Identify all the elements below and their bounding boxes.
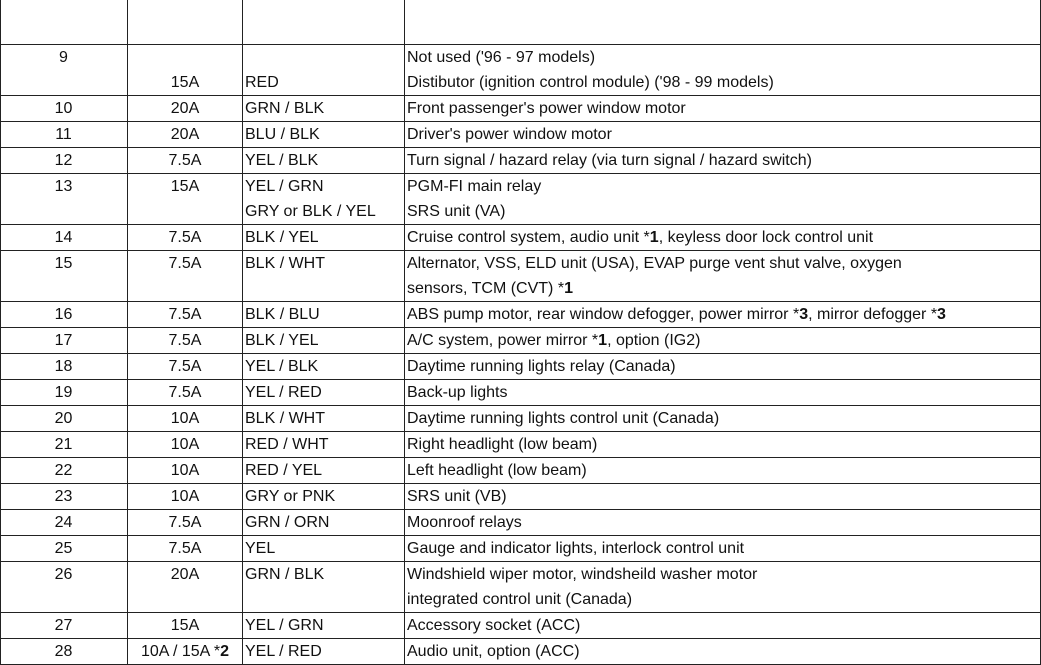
wire-color-cell [243,510,405,536]
amperage: 20A [170,126,200,143]
component: SRS unit (VB) [407,488,507,505]
fuse-number-cell [1,0,128,45]
component: Distibutor (ignition control module) ('98 - 99 models) [407,74,774,91]
wire-color: RED / YEL [245,462,323,479]
table-row [1,96,1041,122]
fuse-number-cell [1,328,128,354]
wire-color-cell [243,639,405,665]
component-cell [405,432,1041,458]
component: ABS pump motor, rear window defogger, power mirror *3, mirror defogger *3 [407,306,946,323]
amperage-cell [128,536,243,562]
amperage [131,587,239,612]
amperage [131,45,239,70]
table-row [1,432,1041,458]
table-row [1,174,1041,225]
fuse-number: 18 [54,358,73,375]
wire-color-cell [243,432,405,458]
amperage-cell [128,302,243,328]
wire-color-cell [243,225,405,251]
fuse-number-cell [1,225,128,251]
wire-color-cell [243,328,405,354]
fuse-number-cell [1,639,128,665]
wire-color: GRY or PNK [245,488,336,505]
fuse-number: 9 [59,49,68,66]
wire-color-cell [243,0,405,45]
wire-color [245,19,401,44]
fuse-number-cell [1,251,128,302]
amperage-cell [128,406,243,432]
amperage: 15A [170,178,200,195]
wire-color-cell [243,406,405,432]
wire-color: YEL / RED [245,643,322,660]
component: Audio unit, option (ACC) [407,643,580,660]
fuse-number: 28 [54,643,73,660]
table-row [1,0,1041,45]
fuse-number: 11 [55,126,72,143]
amperage-cell [128,639,243,665]
wire-color-cell [243,122,405,148]
amperage-cell [128,45,243,96]
table-row [1,354,1041,380]
wire-color-cell [243,96,405,122]
fuse-number: 20 [54,410,73,427]
amperage-cell [128,458,243,484]
amperage: 7.5A [168,384,202,401]
amperage: 20A [170,566,200,583]
component-cell [405,458,1041,484]
wire-color: YEL / GRN [245,617,324,634]
amperage: 10A [170,410,200,427]
component: Accessory socket (ACC) [407,617,581,634]
amperage [131,276,239,301]
wire-color: BLK / WHT [245,410,326,427]
amperage: 15A [170,74,200,91]
component: Moonroof relays [407,514,522,531]
table-row [1,458,1041,484]
wire-color: YEL [245,540,276,557]
fuse-number-cell [1,302,128,328]
wire-color-cell [243,251,405,302]
table-row [1,484,1041,510]
wire-color: YEL / RED [245,384,322,401]
fuse-number: 27 [54,617,73,634]
component: Daytime running lights control unit (Canada) [407,410,720,427]
amperage: 7.5A [168,306,202,323]
table-row [1,122,1041,148]
fuse-number-cell [1,562,128,613]
fuse-number: 13 [54,178,73,195]
fuse-number-cell [1,174,128,225]
fuse-number: 16 [54,306,73,323]
table-row [1,148,1041,174]
wire-color: BLK / YEL [245,332,319,349]
component: Right headlight (low beam) [407,436,598,453]
component-cell [405,380,1041,406]
component-cell [405,406,1041,432]
table-row [1,510,1041,536]
component: Not used ('96 - 97 models) [407,49,596,66]
amperage-cell [128,328,243,354]
amperage [131,199,239,224]
wire-color: BLU / BLK [245,126,320,143]
component [407,19,1037,44]
wire-color: RED / WHT [245,436,329,453]
fuse-number: 26 [54,566,73,583]
component-cell [405,484,1041,510]
table-row [1,225,1041,251]
component: integrated control unit (Canada) [407,591,633,608]
fuse-number-cell [1,536,128,562]
component-cell [405,225,1041,251]
amperage: 10A [170,488,200,505]
wire-color-cell [243,536,405,562]
fuse-number: 23 [54,488,73,505]
amperage-cell [128,432,243,458]
amperage: 7.5A [168,540,202,557]
fuse-number [4,0,123,19]
component: Alternator, VSS, ELD unit (USA), EVAP purge vent shut valve, oxygen [407,255,902,272]
amperage: 20A [170,100,200,117]
amperage-cell [128,251,243,302]
wire-color-cell [243,354,405,380]
wire-color-cell [243,458,405,484]
component-cell [405,96,1041,122]
wire-color: GRY or BLK / YEL [245,203,376,220]
wire-color: BLK / BLU [245,306,320,323]
amperage-cell [128,0,243,45]
wire-color: YEL / BLK [245,358,319,375]
wire-color [245,587,401,612]
component-cell [405,122,1041,148]
fuse-table-body [1,0,1041,665]
wire-color: YEL / BLK [245,152,319,169]
component [407,0,1037,19]
amperage: 7.5A [168,152,202,169]
fuse-number: 14 [54,229,73,246]
amperage-cell [128,380,243,406]
component-cell [405,148,1041,174]
wire-color: RED [245,74,279,91]
component-cell [405,354,1041,380]
component: Driver's power window motor [407,126,612,143]
fuse-number-cell [1,484,128,510]
wire-color: YEL / GRN [245,178,324,195]
amperage: 7.5A [168,514,202,531]
table-row [1,302,1041,328]
amperage: 7.5A [168,358,202,375]
fuse-number-cell [1,122,128,148]
component-cell [405,510,1041,536]
table-row [1,328,1041,354]
fuse-number-cell [1,96,128,122]
component-cell [405,562,1041,613]
component: Front passenger's power window motor [407,100,686,117]
amperage-cell [128,510,243,536]
wire-color: BLK / YEL [245,229,319,246]
amperage-cell [128,122,243,148]
amperage [131,0,239,19]
fuse-number-cell [1,380,128,406]
wire-color-cell [243,484,405,510]
component: A/C system, power mirror *1, option (IG2) [407,332,701,349]
amperage: 7.5A [168,229,202,246]
component: Turn signal / hazard relay (via turn signal / hazard switch) [407,152,812,169]
fuse-number-cell [1,45,128,96]
amperage-cell [128,484,243,510]
fuse-number: 19 [54,384,73,401]
table-row [1,639,1041,665]
amperage-cell [128,96,243,122]
component-cell [405,613,1041,639]
amperage-cell [128,354,243,380]
fuse-number: 17 [54,332,73,349]
amperage: 10A / 15A *2 [140,643,230,660]
fuse-number-cell [1,458,128,484]
fuse-number: 24 [54,514,73,531]
component-cell [405,302,1041,328]
table-row [1,562,1041,613]
wire-color-cell [243,174,405,225]
amperage: 7.5A [168,255,202,272]
wire-color [245,45,401,70]
fuse-number-cell [1,510,128,536]
wire-color [245,0,401,19]
component: sensors, TCM (CVT) *1 [407,280,573,297]
amperage-cell [128,148,243,174]
amperage-cell [128,225,243,251]
component: SRS unit (VA) [407,203,506,220]
fuse-number: 21 [54,436,73,453]
component: Back-up lights [407,384,508,401]
amperage: 7.5A [168,332,202,349]
wire-color-cell [243,613,405,639]
component-cell [405,328,1041,354]
amperage-cell [128,613,243,639]
wire-color-cell [243,562,405,613]
component: Cruise control system, audio unit *1, keyless door lock control unit [407,229,874,246]
wire-color-cell [243,380,405,406]
table-row [1,536,1041,562]
fuse-number: 12 [54,152,73,169]
component-cell [405,251,1041,302]
amperage-cell [128,174,243,225]
component-cell [405,536,1041,562]
fuse-number: 10 [54,100,73,117]
amperage-cell [128,562,243,613]
fuse-number-cell [1,354,128,380]
table-row [1,251,1041,302]
component: Daytime running lights relay (Canada) [407,358,676,375]
component: Gauge and indicator lights, interlock control unit [407,540,745,557]
table-row [1,45,1041,96]
component-cell [405,174,1041,225]
table-row [1,613,1041,639]
component-cell [405,639,1041,665]
component-cell [405,0,1041,45]
component: Windshield wiper motor, windsheild washer motor [407,566,758,583]
wire-color: GRN / BLK [245,100,325,117]
component: Left headlight (low beam) [407,462,587,479]
table-row [1,406,1041,432]
wire-color [245,276,401,301]
fuse-number-cell [1,613,128,639]
component: PGM-FI main relay [407,178,542,195]
wire-color-cell [243,148,405,174]
fuse-number-cell [1,432,128,458]
table-row [1,380,1041,406]
wire-color: GRN / BLK [245,566,325,583]
fuse-number: 15 [54,255,73,272]
fuse-number: 22 [54,462,73,479]
fuse-number-cell [1,148,128,174]
wire-color-cell [243,302,405,328]
amperage: 15A [170,617,200,634]
amperage: 10A [170,436,200,453]
amperage [131,19,239,44]
amperage: 10A [170,462,200,479]
wire-color: BLK / WHT [245,255,326,272]
component-cell [405,45,1041,96]
wire-color-cell [243,45,405,96]
fuse-number: 25 [54,540,73,557]
wire-color: GRN / ORN [245,514,330,531]
fuse-number-cell [1,406,128,432]
